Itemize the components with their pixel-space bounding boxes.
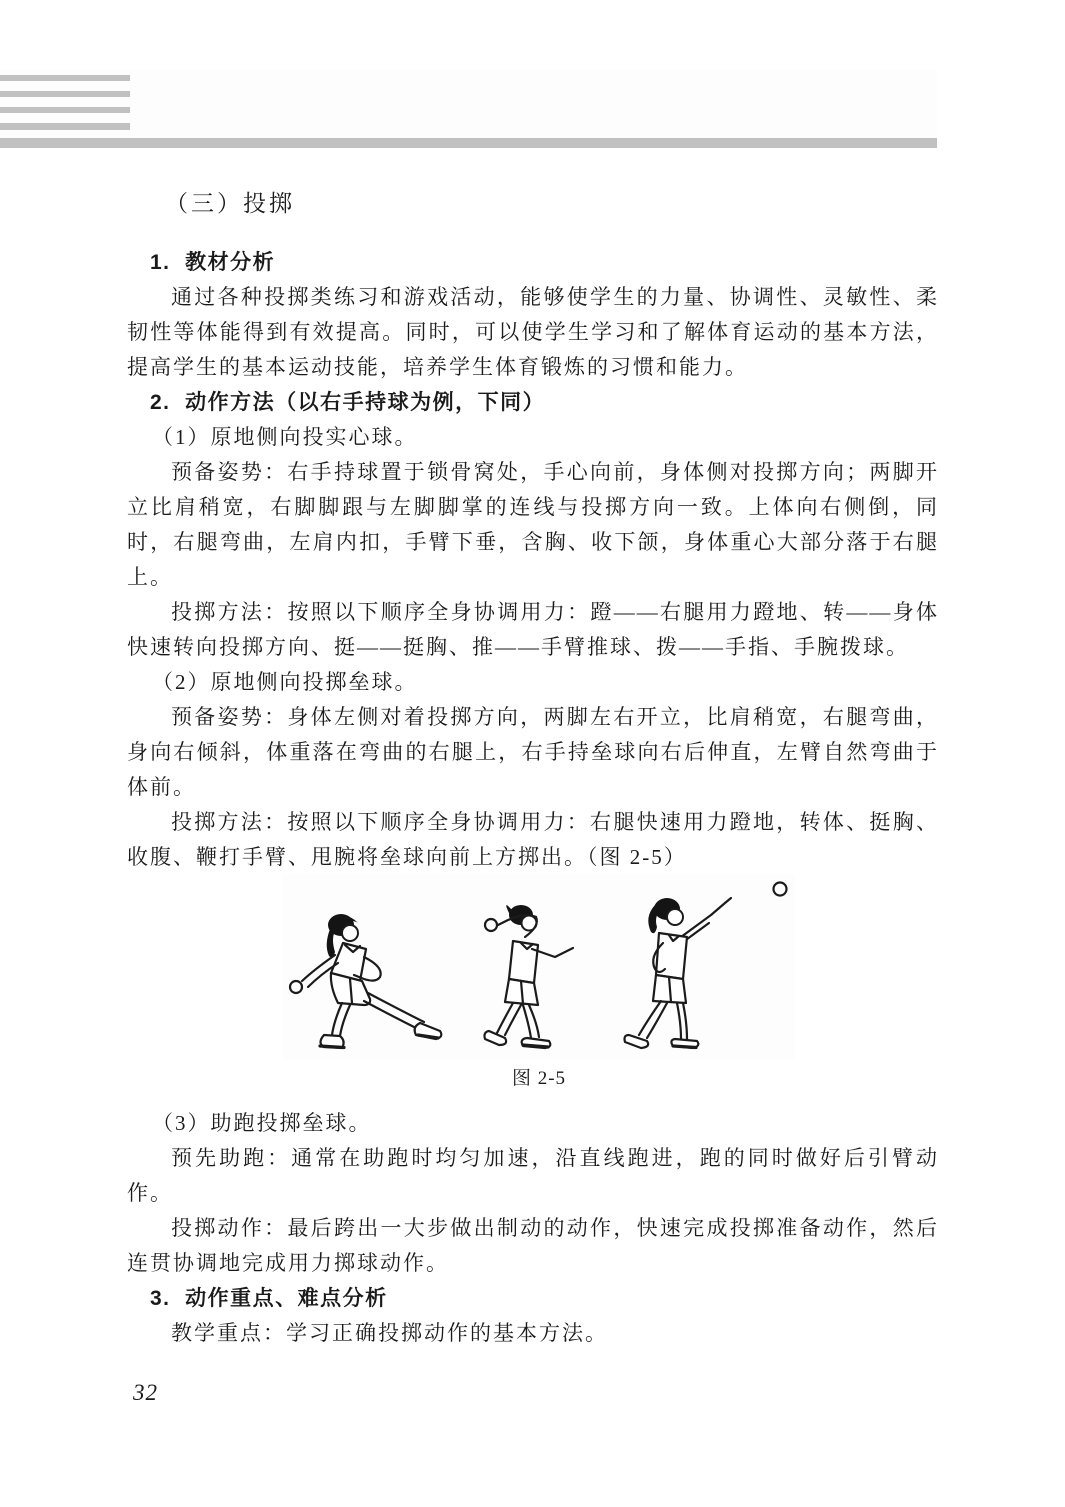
figure-caption: 图 2-5 xyxy=(511,1068,567,1089)
subitem-2-softball: （2）原地侧向投掷垒球。 xyxy=(152,670,418,694)
throwing-sequence-illustration xyxy=(283,875,795,1060)
heading-material-analysis: 1. 教材分析 xyxy=(150,251,276,274)
ball-icon xyxy=(290,981,302,993)
page-number: 32 xyxy=(133,1380,158,1405)
pose-2-cock xyxy=(485,905,574,1048)
heading-key-difficulty-analysis: 3. 动作重点、难点分析 xyxy=(150,1287,388,1310)
heading-action-method: 2. 动作方法（以右手持球为例，下同） xyxy=(150,391,546,414)
paragraph-ready-posture-2: 预备姿势：身体左侧对着投掷方向，两脚左右开立，比肩稍宽，右腿弯曲，身向右倾斜，体重落在弯曲的右腿上，右手持垒球向右后伸直，左臂自然弯曲于体前。 xyxy=(127,705,939,799)
pose-1-windup xyxy=(290,914,441,1048)
flying-ball-icon xyxy=(774,883,787,896)
paragraph-throw-method-2: 投掷方法：按照以下顺序全身协调用力：右腿快速用力蹬地，转体、挺胸、收腹、鞭打手臂、甩腕将垒球向前上方掷出。（图 2-5） xyxy=(127,810,939,869)
subitem-1-solid-ball: （1）原地侧向投实心球。 xyxy=(152,425,418,449)
section-title: （三）投掷 xyxy=(165,191,295,216)
header-background xyxy=(0,70,937,138)
paragraph-throw-action: 投掷动作：最后跨出一大步做出制动的动作，快速完成投掷准备动作，然后连贯协调地完成用力掷球动作。 xyxy=(127,1216,939,1275)
paragraph-runup: 预先助跑：通常在助跑时均匀加速，沿直线跑进，跑的同时做好后引臂动作。 xyxy=(127,1146,939,1205)
page-content xyxy=(127,188,939,1351)
header-stripe-icon xyxy=(0,75,130,81)
header-stripe-icon xyxy=(0,107,130,113)
header-stripe-icon xyxy=(0,123,130,130)
ball-icon xyxy=(485,919,497,931)
figure-2-5 xyxy=(127,875,939,1092)
header-rule-bar xyxy=(0,138,937,148)
header-stripe-icon xyxy=(0,91,130,97)
paragraph-throw-method-1: 投掷方法：按照以下顺序全身协调用力：蹬——右腿用力蹬地、转——身体快速转向投掷方向、挺——挺胸、推——手臂推球、拨——手指、手腕拨球。 xyxy=(127,600,939,659)
paragraph-ready-posture-1: 预备姿势：右手持球置于锁骨窝处，手心向前，身体侧对投掷方向；两脚开立比肩稍宽，右脚脚跟与左脚脚掌的连线与投掷方向一致。上体向右侧倒，同时，右腿弯曲，左肩内扣，手臂下垂，含胸、收下颌，身体重心大部分落于右腿上。 xyxy=(127,460,939,589)
pose-3-release xyxy=(625,898,732,1048)
subitem-3-runup-throw: （3）助跑投掷垒球。 xyxy=(152,1111,372,1135)
paragraph-teaching-key: 教学重点：学习正确投掷动作的基本方法。 xyxy=(171,1321,608,1345)
paragraph-material-analysis: 通过各种投掷类练习和游戏活动，能够使学生的力量、协调性、灵敏性、柔韧性等体能得到有效提高。同时，可以使学生学习和了解体育运动的基本方法，提高学生的基本运动技能，培养学生体育锻炼的习惯和能力。 xyxy=(127,285,939,379)
